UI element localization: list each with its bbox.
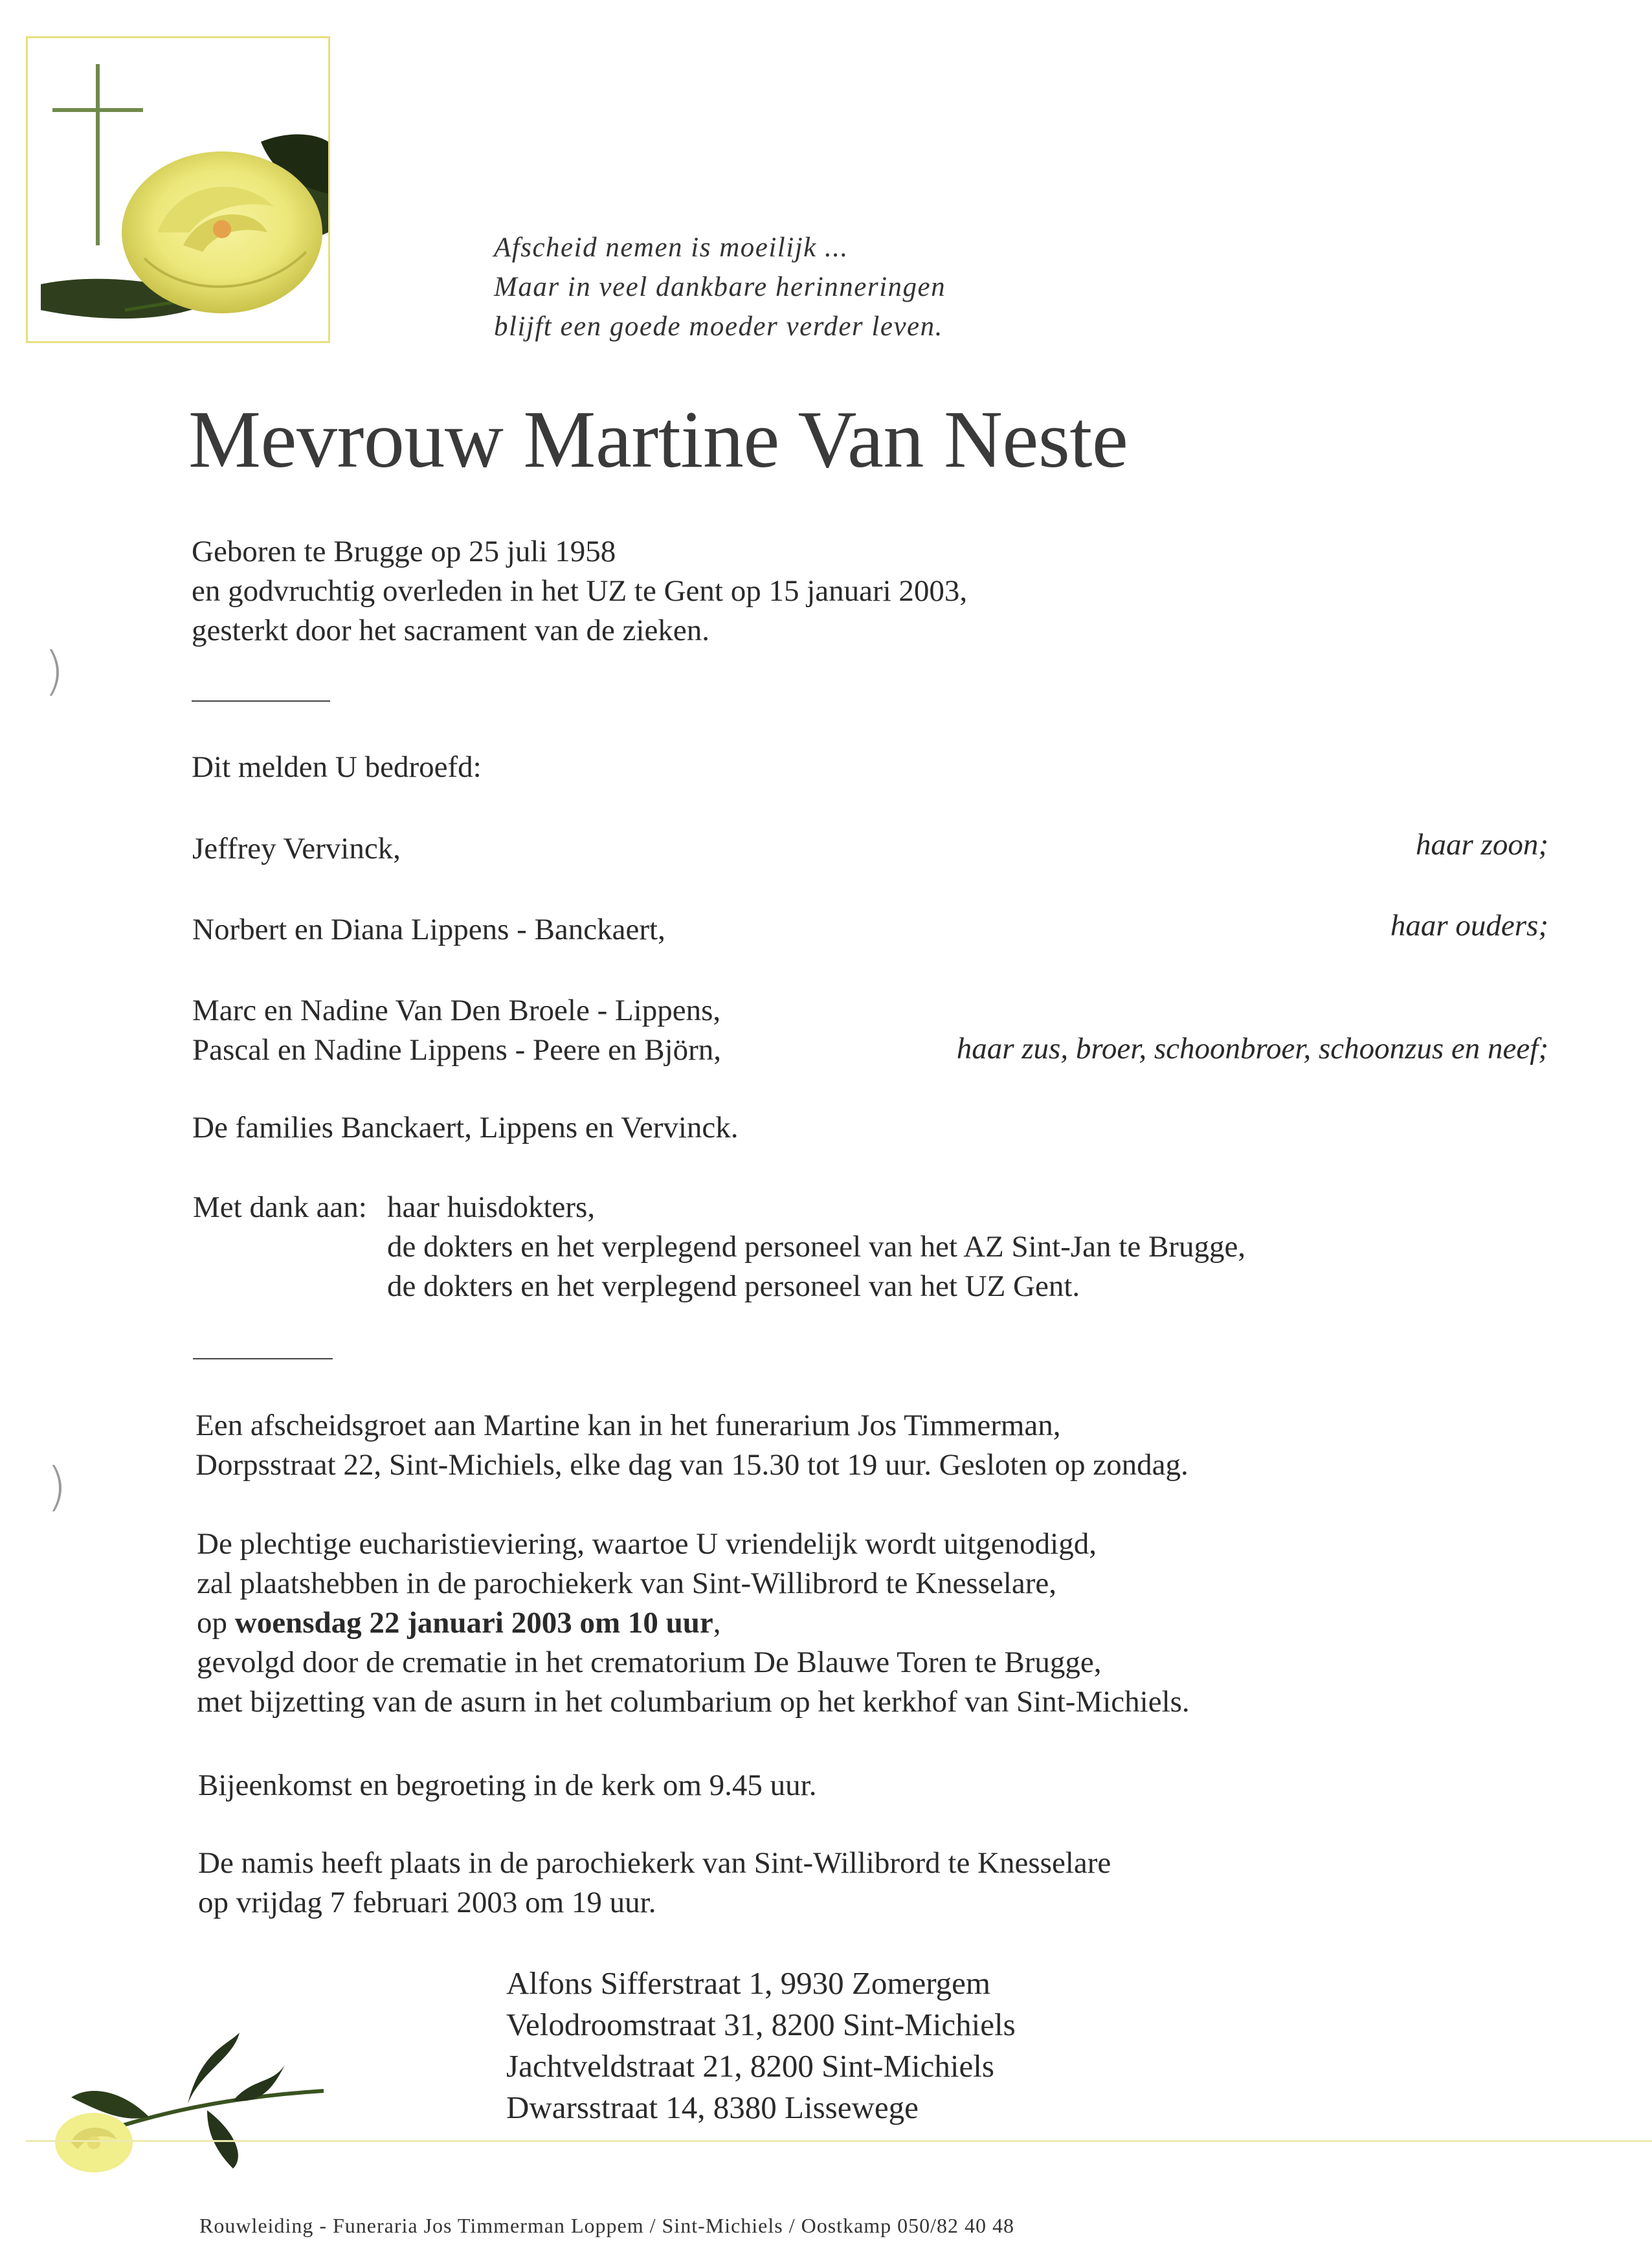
address-2: Velodroomstraat 31, 8200 Sint-Michiels	[506, 2007, 1016, 2042]
poem	[494, 228, 946, 346]
rose-stem-illustration	[39, 2020, 337, 2175]
address-1: Alfons Sifferstraat 1, 9930 Zomergem	[506, 1965, 991, 2001]
announcement: Dit melden U bedroefd:	[192, 750, 482, 784]
ceremony-line-5: met bijzetting van de asurn in het columbarium op het kerkhof van Sint-Michiels.	[197, 1685, 1190, 1719]
visit-line-2: Dorpsstraat 22, Sint-Michiels, elke dag van 15.30 tot 19 uur. Gesloten op zondag.	[195, 1448, 1189, 1482]
birth-death-info	[192, 532, 967, 651]
deceased-name-title: Mevrouw Martine Van Neste	[188, 395, 1128, 485]
scan-mark-2: )	[47, 1456, 67, 1517]
ceremony-line-3	[197, 1603, 1190, 1643]
visit-line-1: Een afscheidsgroet aan Martine kan in het funerarium Jos Timmerman,	[195, 1409, 1061, 1442]
rose-cross-illustration	[28, 38, 328, 341]
yellow-rose	[122, 151, 322, 313]
namis-line-2: op vrijdag 7 februari 2003 om 19 uur.	[198, 1886, 656, 1919]
ceremony-line-1: De plechtige eucharistieviering, waartoe U vriendelijk wordt uitgenodigd,	[197, 1527, 1097, 1561]
namis-line-1: De namis heeft plaats in de parochiekerk van Sint-Willibrord te Knesselare	[198, 1846, 1111, 1880]
ceremony-line-3-prefix: op	[197, 1606, 235, 1640]
footer-funeral-director: Rouwleiding - Funeraria Jos Timmerman Loppem / Sint-Michiels / Oostkamp 050/82 40 48	[199, 2214, 1015, 2237]
divider-2	[193, 1358, 333, 1359]
family-names-1: Jeffrey Vervinck,	[192, 832, 401, 865]
rose-cross-image	[26, 36, 330, 343]
birth-line-2: en godvruchtig overleden in het UZ te Gent op 15 januari 2003,	[192, 574, 968, 608]
poem-line-1: Afscheid nemen is moeilijk ...	[494, 232, 849, 263]
gathering-info: Bijeenkomst en begroeting in de kerk om 9.45 uur.	[198, 1768, 817, 1802]
thanks-line-3: de dokters en het verplegend personeel van het UZ Gent.	[387, 1269, 1080, 1303]
ceremony-date: woensdag 22 januari 2003 om 10 uur	[234, 1606, 713, 1640]
family-relation-1: haar zoon;	[1416, 828, 1548, 862]
divider-1	[192, 700, 330, 702]
family-relation-4: haar zus, broer, schoonbroer, schoonzus en neef;	[956, 1032, 1548, 1066]
family-names-4: Pascal en Nadine Lippens - Peere en Björn,	[192, 1033, 722, 1067]
namis-info	[198, 1844, 1111, 1923]
thanks-list	[387, 1188, 1245, 1306]
scan-mark-1: )	[44, 641, 65, 701]
poem-line-2: Maar in veel dankbare herinneringen	[494, 272, 946, 302]
thanks-line-1: haar huisdokters,	[387, 1190, 596, 1224]
visit-info	[195, 1406, 1189, 1485]
poem-line-3: blijft een goede moeder verder leven.	[494, 311, 943, 342]
ceremony-line-3-suffix: ,	[713, 1606, 721, 1640]
birth-line-1: Geboren te Brugge op 25 juli 1958	[192, 535, 616, 568]
thanks-line-2: de dokters en het verplegend personeel van het AZ Sint-Jan te Brugge,	[387, 1230, 1246, 1264]
family-relation-2: haar ouders;	[1390, 909, 1548, 943]
footer-divider	[26, 2140, 1652, 2142]
birth-line-3: gesterkt door het sacrament van de zieken.	[192, 614, 709, 647]
family-names-5: De families Banckaert, Lippens en Vervinck.	[192, 1111, 739, 1144]
thanks-label: Met dank aan:	[193, 1190, 367, 1224]
family-names-3: Marc en Nadine Van Den Broele - Lippens,	[192, 994, 721, 1027]
ceremony-line-2: zal plaatshebben in de parochiekerk van Sint-Willibrord te Knesselare,	[197, 1567, 1056, 1600]
bottom-rose-image	[39, 2020, 337, 2175]
family-addresses	[506, 1963, 1016, 2128]
ceremony-info	[197, 1524, 1190, 1722]
family-names-2: Norbert en Diana Lippens - Banckaert,	[192, 913, 665, 946]
address-3: Jachtveldstraat 21, 8200 Sint-Michiels	[506, 2048, 994, 2084]
ceremony-line-4: gevolgd door de crematie in het crematorium De Blauwe Toren te Brugge,	[197, 1646, 1102, 1679]
address-4: Dwarsstraat 14, 8380 Lissewege	[506, 2090, 919, 2125]
